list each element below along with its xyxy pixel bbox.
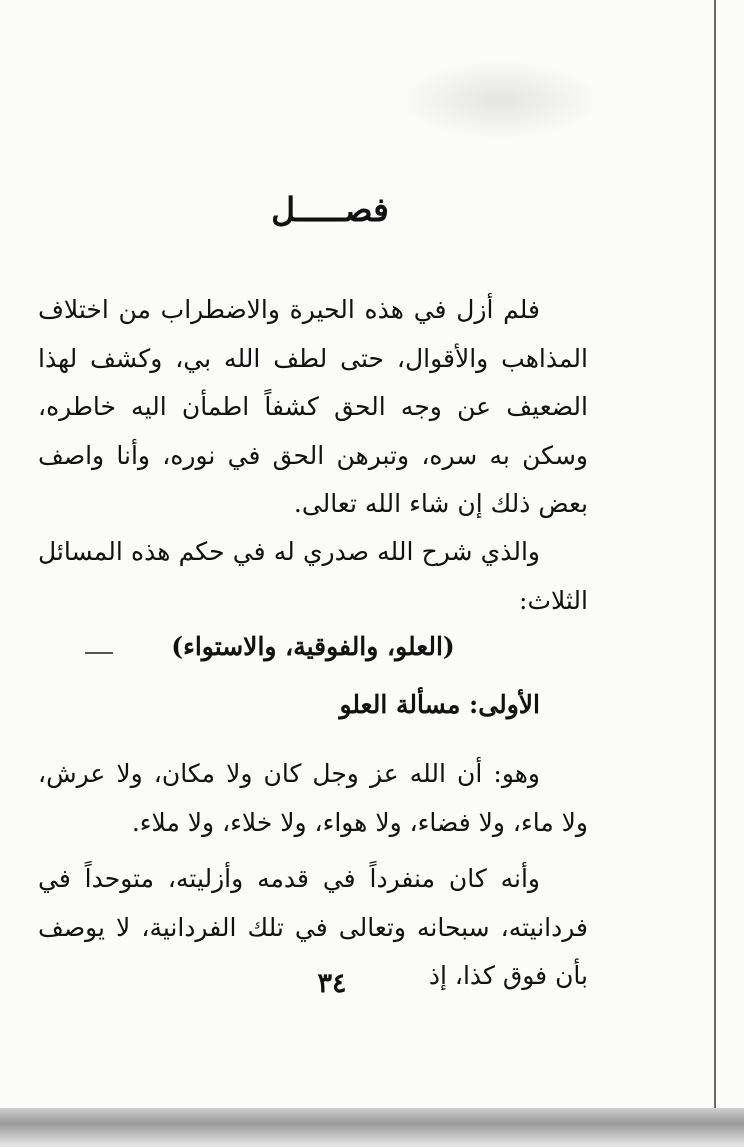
topics-line: (العلو، والفوقية، والاستواء) <box>171 632 455 661</box>
dash-mark <box>85 652 113 654</box>
page-number: ٣٤ <box>317 968 347 999</box>
ink-bleed-through <box>400 60 600 140</box>
paragraph-3: وهو: أن الله عز وجل كان ولا مكان، ولا عرش، ولا ماء، ولا فضاء، ولا هواء، ولا خلاء، ولا ملاء. <box>38 759 588 837</box>
paragraph-1: فلم أزل في هذه الحيرة والاضطراب من اختلاف المذاهب والأقوال، حتى لطف الله بي، وكشف لهذا الضعيف عن وجه الحق كشفاً اطمأن اليه خاطره، وسكن به سره، وتبرهن الحق في نوره، وأنا واصف بعض ذلك إن شاء الله تعالى. <box>38 295 588 518</box>
page-edge <box>708 0 716 1110</box>
paragraph-2: والذي شرح الله صدري له في حكم هذه المسائل الثلاث: <box>38 537 588 615</box>
first-issue-heading: الأولى: مسألة العلو <box>339 690 540 719</box>
scan-bottom-edge <box>0 1108 744 1147</box>
section-heading: فصـــــل <box>271 190 389 229</box>
paragraph-4: وأنه كان منفرداً في قدمه وأزليته، متوحداً في فردانيته، سبحانه وتعالى في تلك الفردانية، لا يوصف بأن فوق كذا، إذ <box>38 864 588 990</box>
